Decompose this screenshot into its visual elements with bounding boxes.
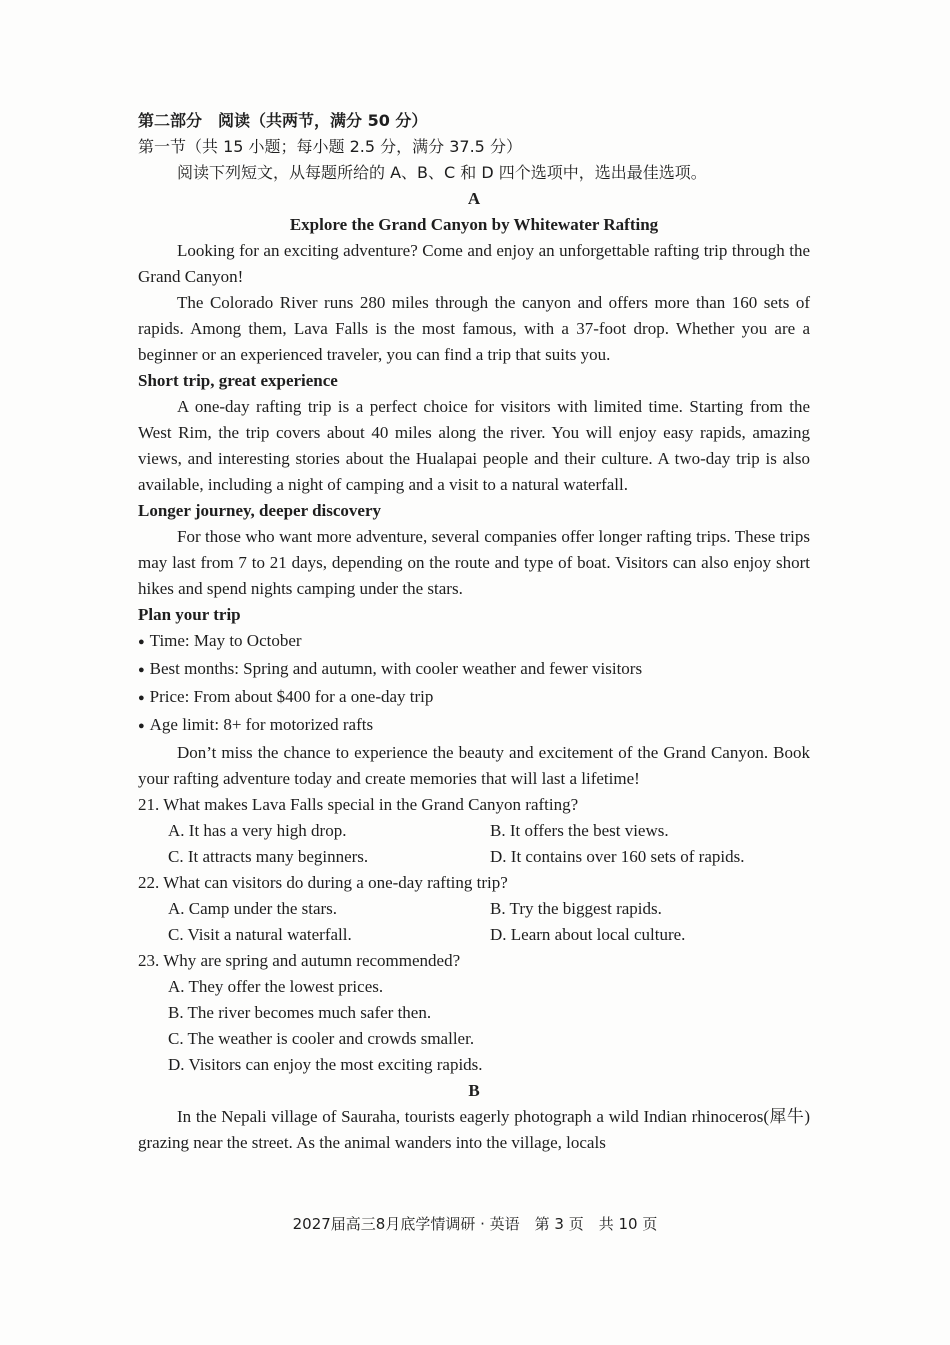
passage-a-paragraph-2: The Colorado River runs 280 miles through the canyon and offers more than 160 sets of rapids. Among them, Lava Falls is the most famous, with a 37-foot drop. Whether you are a beginner or an experienced traveler, you can find a trip that suits you. xyxy=(138,293,810,364)
question-21-stem: 21. What makes Lava Falls special in the Grand Canyon rafting? xyxy=(138,795,579,814)
question-21-option-b: B. It offers the best views. xyxy=(490,821,669,840)
question-21-option-c: C. It attracts many beginners. xyxy=(168,847,369,866)
plan-item-best-months: ● Best months: Spring and autumn, with cooler weather and fewer visitors xyxy=(138,656,810,684)
question-21-options xyxy=(138,818,810,870)
question-22-option-d: D. Learn about local culture. xyxy=(490,925,686,944)
passage-a-paragraph-1: Looking for an exciting adventure? Come and enjoy an unforgettable rafting trip through the Grand Canyon! xyxy=(138,241,810,286)
subheading-plan-trip: Plan your trip xyxy=(138,605,241,624)
passage-a-paragraph-4: For those who want more adventure, several companies offer longer rafting trips. These trips may last from 7 to 21 days, depending on the route and type of boat. Visitors can also enjoy short hikes and spend nights camping under the stars. xyxy=(138,527,810,598)
question-23-option-b: B. The river becomes much safer then. xyxy=(168,1003,432,1022)
passage-b-label: B xyxy=(468,1081,480,1100)
passage-a-paragraph-5: Don’t miss the chance to experience the beauty and excitement of the Grand Canyon. Book your rafting adventure today and create memories that will last a lifetime! xyxy=(138,743,810,788)
page-footer: 2027届高三8月底学情调研 · 英语 第 3 页 共 10 页 xyxy=(292,1215,658,1233)
part-heading: 第二部分 阅读（共两节，满分 50 分） xyxy=(138,111,428,130)
plan-list xyxy=(138,628,810,740)
instruction: 阅读下列短文，从每题所给的 A、B、C 和 D 四个选项中，选出最佳选项。 xyxy=(177,163,707,182)
question-21-option-d: D. It contains over 160 sets of rapids. xyxy=(490,847,745,866)
section-heading: 第一节（共 15 小题；每小题 2.5 分，满分 37.5 分） xyxy=(138,137,522,156)
question-22-option-c: C. Visit a natural waterfall. xyxy=(168,925,352,944)
question-23-stem: 23. Why are spring and autumn recommended? xyxy=(138,951,461,970)
plan-item-age-limit: ● Age limit: 8+ for motorized rafts xyxy=(138,712,810,740)
plan-item-price: ● Price: From about $400 for a one-day trip xyxy=(138,684,810,712)
page-content xyxy=(138,108,810,1156)
subheading-longer-journey: Longer journey, deeper discovery xyxy=(138,501,382,520)
question-22-option-b: B. Try the biggest rapids. xyxy=(490,899,662,918)
passage-a-paragraph-3: A one-day rafting trip is a perfect choice for visitors with limited time. Starting from the West Rim, the trip covers about 40 miles along the river. You will enjoy easy rapids, amazing views, and interesting stories about the Hualapai people and their culture. A two-day trip is also available, including a night of camping and a visit to a natural waterfall. xyxy=(138,397,810,494)
question-23-option-d: D. Visitors can enjoy the most exciting rapids. xyxy=(168,1055,483,1074)
passage-b-paragraph-1: In the Nepali village of Sauraha, tourists eagerly photograph a wild Indian rhinoceros(犀牛) grazing near the street. As the animal wanders into the village, locals xyxy=(138,1107,810,1152)
question-22-option-a: A. Camp under the stars. xyxy=(168,899,338,918)
question-23-options xyxy=(138,974,810,1078)
passage-a-label: A xyxy=(467,189,481,208)
subheading-short-trip: Short trip, great experience xyxy=(138,371,338,390)
question-22-stem: 22. What can visitors do during a one-day rafting trip? xyxy=(138,873,508,892)
question-22-options xyxy=(138,896,810,948)
question-23-option-c: C. The weather is cooler and crowds smaller. xyxy=(168,1029,475,1048)
plan-item-time: ● Time: May to October xyxy=(138,628,810,656)
question-21-option-a: A. It has a very high drop. xyxy=(168,821,347,840)
question-23-option-a: A. They offer the lowest prices. xyxy=(168,977,384,996)
passage-a-title: Explore the Grand Canyon by Whitewater Rafting xyxy=(289,215,659,234)
